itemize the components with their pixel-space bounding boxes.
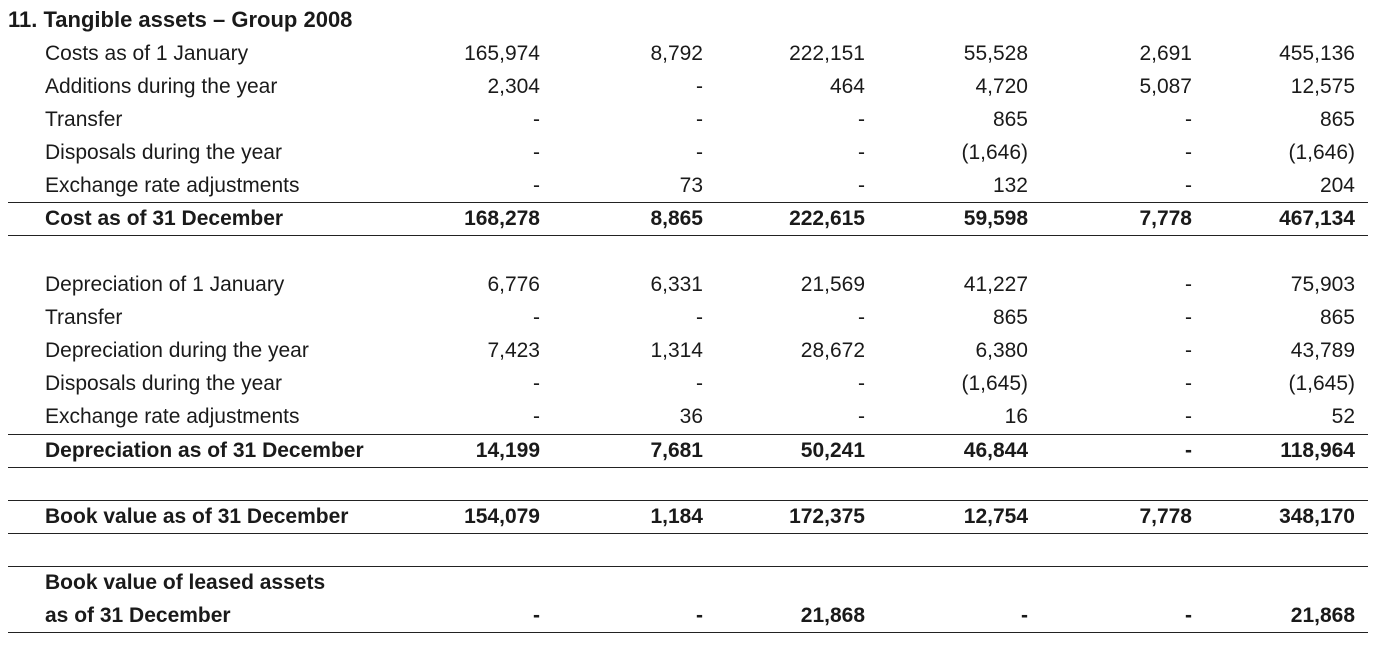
cell: 75,903 [1290,273,1355,296]
total-row [0,434,1374,467]
cell: 6,331 [650,273,703,296]
cell: - [1185,604,1192,627]
cell: 172,375 [789,505,865,528]
cell: - [533,108,540,131]
cell: 21,569 [800,273,865,296]
cell: 41,227 [963,273,1028,296]
cell: - [1185,405,1192,428]
table-row [0,37,1374,70]
table-row [0,334,1374,367]
cell: 1,184 [650,505,703,528]
cell: 204 [1319,174,1355,197]
cell: 2,304 [487,75,540,98]
row-label: Additions during the year [45,75,278,98]
cell: - [533,141,540,164]
row-label: as of 31 December [45,604,231,627]
cell: 464 [829,75,865,98]
cell: - [696,604,703,627]
cell: - [858,306,865,329]
cell: - [1185,273,1192,296]
cell: - [533,604,540,627]
cell: 7,681 [650,439,703,462]
cell: - [1185,141,1192,164]
cell: 8,792 [650,42,703,65]
cell: 12,575 [1290,75,1355,98]
cell: - [1185,339,1192,362]
divider [8,235,1368,236]
total-row [0,500,1374,533]
divider [8,467,1368,468]
divider [8,533,1368,534]
cell: 168,278 [464,207,540,230]
cell: 154,079 [464,505,540,528]
cell: (1,645) [961,372,1028,395]
cell: - [858,108,865,131]
row-label: Book value of leased assets [45,571,326,594]
cell: - [533,372,540,395]
cell: 73 [679,174,703,197]
cell: - [858,405,865,428]
row-label: Disposals during the year [45,141,282,164]
cell: 59,598 [963,207,1028,230]
cell: - [696,372,703,395]
table-row [0,400,1374,433]
cell: 21,868 [800,604,865,627]
cell: 1,314 [650,339,703,362]
cell: 6,380 [975,339,1028,362]
table-row [0,367,1374,400]
row-label: Transfer [45,108,123,131]
table-title: 11. Tangible assets – Group 2008 [8,7,353,32]
table-row [0,169,1374,202]
row-label: Cost as of 31 December [45,207,284,230]
cell: 6,776 [487,273,540,296]
table-row [0,70,1374,103]
cell: (1,646) [961,141,1028,164]
row-label: Depreciation as of 31 December [45,439,364,462]
cell: 165,974 [464,42,540,65]
cell: 222,615 [789,207,865,230]
cell: 55,528 [963,42,1028,65]
row-label: Depreciation of 1 January [45,273,285,296]
cell: 46,844 [963,439,1028,462]
row-label: Exchange rate adjustments [45,174,300,197]
cell: 118,964 [1280,439,1355,462]
cell: 21,868 [1290,604,1355,627]
table-row [0,268,1374,301]
row-label: Transfer [45,306,123,329]
cell: - [858,174,865,197]
cell: 222,151 [789,42,865,65]
cell: 5,087 [1139,75,1192,98]
cell: 865 [992,108,1028,131]
table-row [0,136,1374,169]
row-label: Book value as of 31 December [45,505,349,528]
row-label: Depreciation during the year [45,339,309,362]
cell: 865 [1319,306,1355,329]
total-row [0,566,1374,599]
cell: - [858,141,865,164]
cell: 455,136 [1279,42,1355,65]
cell: 348,170 [1279,505,1355,528]
cell: 36 [679,405,703,428]
cell: 7,778 [1139,207,1192,230]
cell: - [533,174,540,197]
total-row [0,599,1374,632]
divider [8,632,1368,633]
row-label: Costs as of 1 January [45,42,249,65]
cell: 7,778 [1139,505,1192,528]
cell: - [1021,604,1028,627]
cell: 8,865 [650,207,703,230]
cell: 4,720 [975,75,1028,98]
cell: - [858,372,865,395]
cell: 865 [992,306,1028,329]
row-label: Disposals during the year [45,372,282,395]
cell: - [696,141,703,164]
cell: - [1185,439,1192,462]
row-label: Exchange rate adjustments [45,405,300,428]
cell: - [533,405,540,428]
cell: 50,241 [800,439,865,462]
cell: - [1185,174,1192,197]
cell: (1,645) [1288,372,1355,395]
cell: - [1185,372,1192,395]
cell: (1,646) [1288,141,1355,164]
cell: - [696,75,703,98]
cell: 865 [1319,108,1355,131]
cell: 16 [1004,405,1028,428]
cell: 12,754 [963,505,1028,528]
cell: 2,691 [1139,42,1192,65]
cell: - [696,108,703,131]
table-row [0,301,1374,334]
cell: 28,672 [800,339,865,362]
cell: 43,789 [1290,339,1355,362]
cell: - [1185,108,1192,131]
cell: 132 [992,174,1028,197]
cell: 14,199 [475,439,540,462]
total-row [0,202,1374,235]
cell: 52 [1331,405,1355,428]
cell: - [533,306,540,329]
cell: - [1185,306,1192,329]
cell: 7,423 [487,339,540,362]
cell: - [696,306,703,329]
table-row [0,103,1374,136]
cell: 467,134 [1279,207,1355,230]
